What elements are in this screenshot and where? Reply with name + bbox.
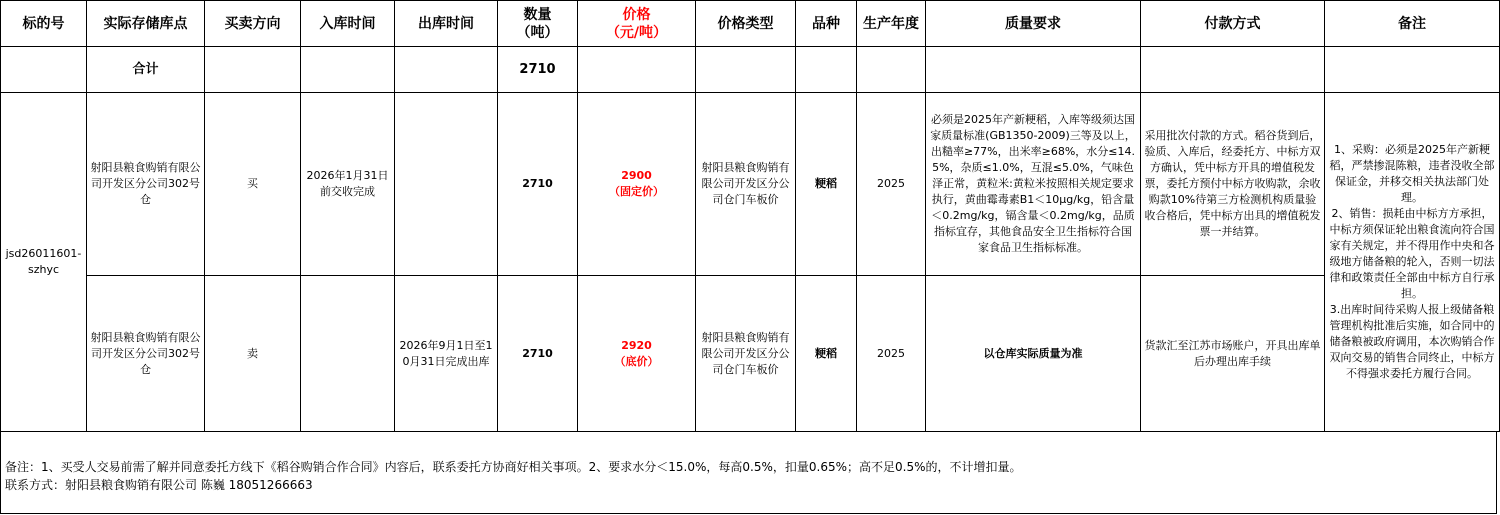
header-quantity-line1: 数量	[523, 6, 552, 23]
footer-notes	[0, 432, 1497, 514]
sell-quality: 以仓库实际质量为准	[926, 276, 1141, 432]
buy-price-type: 射阳县粮食购销有限公司开发区分公司仓门车板价	[696, 93, 796, 276]
total-empty-cell	[796, 47, 857, 93]
buy-in-time: 2026年1月31日前交收完成	[301, 93, 395, 276]
header-variety: 品种	[796, 1, 857, 47]
header-quality: 质量要求	[926, 1, 1141, 47]
total-empty-cell	[926, 47, 1141, 93]
buy-out-time	[395, 93, 498, 276]
buy-payment: 采用批次付款的方式。稻谷货到后，验质、入库后，经委托方、中标方双方确认，凭中标方开具的增值税发票，委托方预付中标方收购款，余收购款10%待第三方检测机构质量验收合格后，凭中标方出具的增值税发票一并结算。	[1141, 93, 1325, 276]
sell-quantity: 2710	[498, 276, 578, 432]
buy-location: 射阳县粮食购销有限公司开发区分公司302号仓	[87, 93, 205, 276]
footer-contact: 联系方式：射阳县粮食购销有限公司 陈巍 18051266663	[5, 478, 313, 492]
sell-price-type: 射阳县粮食购销有限公司开发区分公司仓门车板价	[696, 276, 796, 432]
buy-direction: 买	[205, 93, 301, 276]
header-year: 生产年度	[857, 1, 926, 47]
sell-price-value: 2920	[621, 338, 652, 352]
remark-item: 1、采购：必须是2025年产新粳稻，严禁掺混陈粮，违者没收全部保证金，并移交相关执法部门处理。	[1329, 143, 1495, 204]
header-location: 实际存储库点	[87, 1, 205, 47]
total-row	[1, 47, 1500, 93]
sell-out-time: 2026年9月1日至10月31日完成出库	[395, 276, 498, 432]
sell-price-note: （底价）	[614, 354, 659, 368]
remarks-cell	[1325, 93, 1500, 432]
sell-location: 射阳县粮食购销有限公司开发区分公司302号仓	[87, 276, 205, 432]
sell-in-time	[301, 276, 395, 432]
sell-payment: 货款汇至江苏市场账户，开具出库单后办理出库手续	[1141, 276, 1325, 432]
header-quantity-line2: （吨）	[516, 24, 559, 41]
buy-variety: 粳稻	[796, 93, 857, 276]
header-row	[1, 1, 1500, 47]
header-price-line2: （元/吨）	[605, 24, 668, 41]
header-out-time: 出库时间	[395, 1, 498, 47]
header-quantity	[498, 1, 578, 47]
header-bid-no: 标的号	[1, 1, 87, 47]
total-empty-cell	[1, 47, 87, 93]
sell-row	[1, 276, 1500, 432]
total-empty-cell	[578, 47, 696, 93]
header-price-line1: 价格	[622, 6, 651, 23]
header-price-type: 价格类型	[696, 1, 796, 47]
remark-item: 3.出库时间待采购人报上级储备粮管理机构批准后实施，如合同中的储备粮被政府调用，本次购销合作双向交易的销售合同终止，中标方不得强求委托方履行合同。	[1329, 303, 1495, 380]
buy-quantity: 2710	[498, 93, 578, 276]
header-remarks: 备注	[1325, 1, 1500, 47]
total-empty-cell	[395, 47, 498, 93]
header-direction: 买卖方向	[205, 1, 301, 47]
sell-year: 2025	[857, 276, 926, 432]
total-empty-cell	[696, 47, 796, 93]
footer-note: 备注：1、买受人交易前需了解并同意委托方线下《稻谷购销合作合同》内容后，联系委托方协商好相关事项。2、要求水分＜15.0%，每高0.5%，扣量0.65%；高不足0.5%的，不计增扣量。	[5, 460, 1022, 474]
sell-price	[578, 276, 696, 432]
total-empty-cell	[301, 47, 395, 93]
bid-number: jsd26011601-szhyc	[1, 93, 87, 432]
buy-year: 2025	[857, 93, 926, 276]
header-in-time: 入库时间	[301, 1, 395, 47]
total-empty-cell	[205, 47, 301, 93]
sell-direction: 卖	[205, 276, 301, 432]
header-price	[578, 1, 696, 47]
total-quantity: 2710	[498, 47, 578, 93]
buy-row	[1, 93, 1500, 276]
buy-price-note: （固定价）	[609, 185, 664, 198]
buy-price	[578, 93, 696, 276]
header-payment: 付款方式	[1141, 1, 1325, 47]
buy-price-value: 2900	[621, 169, 652, 182]
total-empty-cell	[1141, 47, 1325, 93]
total-empty-cell	[857, 47, 926, 93]
total-empty-cell	[1325, 47, 1500, 93]
sell-variety: 粳稻	[796, 276, 857, 432]
remark-item: 2、销售：损耗由中标方方承担，中标方须保证轮出粮食流向符合国家有关规定，并不得用作中央和各级地方储备粮的轮入，否则一切法律和政策责任全部由中标方自行承担。	[1329, 207, 1495, 300]
total-label: 合计	[87, 47, 205, 93]
buy-quality: 必须是2025年产新粳稻，入库等级须达国家质量标准(GB1350-2009)三等及以上，出糙率≥77%，出米率≥68%，水分≤14.5%，杂质≤1.0%，互混≤5.0%，气味色泽正常，黄粒米:黄粒米按照相关规定要求执行，黄曲霉毒素B1＜10μg/kg，铅含量＜0.2mg/kg，镉含量＜0.2mg/kg，品质指标宜存，其他食品安全卫生指标符合国家食品卫生指标标准。	[926, 93, 1141, 276]
